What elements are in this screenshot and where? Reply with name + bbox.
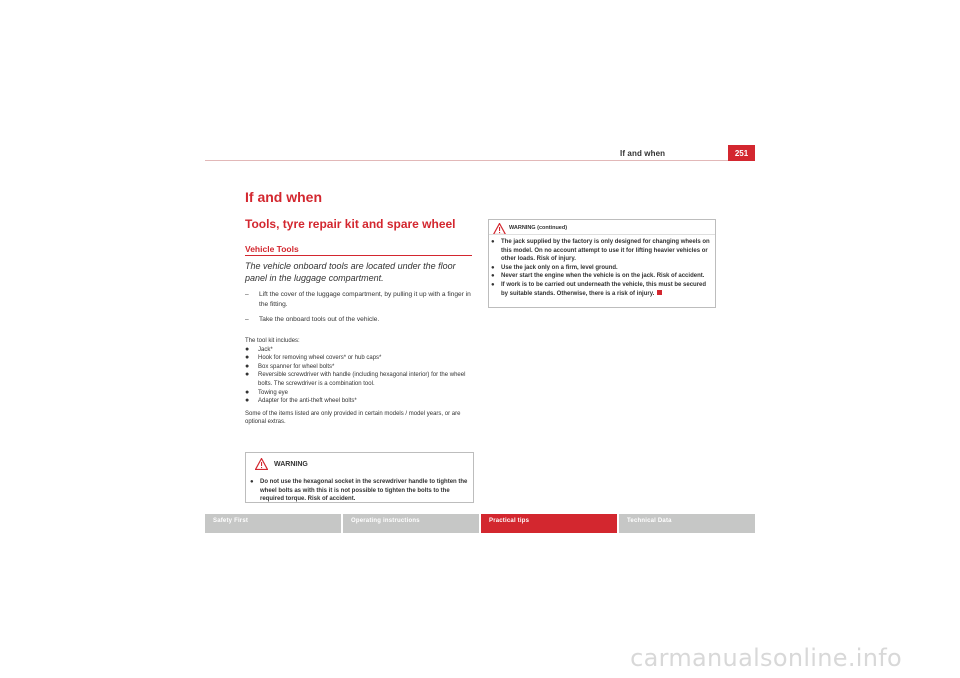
running-header: If and when bbox=[620, 149, 666, 158]
warning-continued-label: WARNING (continued) bbox=[509, 225, 568, 231]
section-heading: Vehicle Tools bbox=[245, 244, 299, 254]
list-item: ● The jack supplied by the factory is only designed for changing wheels on this model. On no account attempt to use it for lifting heavier vehicles or other loads. Risk of injury. bbox=[491, 239, 710, 263]
watermark: carmanualsonline.info bbox=[630, 644, 902, 672]
intro-text: The vehicle onboard tools are located under the floor panel in the luggage compartment. bbox=[245, 261, 456, 283]
list-item: ● Hook for removing wheel covers* or hub caps* bbox=[245, 354, 382, 362]
tab-safety-first[interactable]: Safety First bbox=[205, 514, 341, 533]
end-marker-icon bbox=[657, 290, 662, 295]
chapter-subtitle: Tools, tyre repair kit and spare wheel bbox=[245, 217, 456, 231]
list-item: ● Use the jack only on a firm, level ground. bbox=[491, 264, 618, 271]
warning-header bbox=[246, 453, 473, 476]
list-item: ● Jack* bbox=[245, 345, 273, 353]
list-item: ● Towing eye bbox=[245, 388, 289, 396]
list-item: ● If work is to be carried out underneath the vehicle, this must be secured by suitable stands. Otherwise, there is a risk of injury. bbox=[491, 281, 707, 297]
warning-text bbox=[250, 478, 470, 504]
section-rule bbox=[245, 255, 472, 256]
steps-list bbox=[245, 290, 477, 331]
list-item: ● Box spanner for wheel bolts* bbox=[245, 362, 335, 370]
list-item: ● Never start the engine when the vehicle is on the jack. Risk of accident. bbox=[491, 273, 705, 280]
optional-note: Some of the items listed are only provided in certain models / model years, or are optional extras. bbox=[245, 410, 461, 426]
page-number: 251 bbox=[728, 145, 755, 161]
list-item: ● Reversible screwdriver with handle (including hexagonal interior) for the wheel bolts. The screwdriver is a combination tool. bbox=[245, 371, 466, 387]
warning-divider bbox=[489, 234, 715, 235]
warning-box bbox=[245, 452, 474, 503]
warning-continued-text bbox=[491, 238, 713, 298]
list-item: ● Adapter for the anti-theft wheel bolts* bbox=[245, 397, 357, 405]
page-title: If and when bbox=[245, 189, 322, 205]
warning-triangle-icon bbox=[255, 458, 268, 470]
footer-nav bbox=[205, 514, 755, 533]
step-item: – Lift the cover of the luggage compartment, by pulling it up with a finger in the fitting. bbox=[245, 291, 471, 308]
tab-practical-tips[interactable]: Practical tips bbox=[481, 514, 617, 533]
step-item: – Take the onboard tools out of the vehicle. bbox=[245, 316, 380, 324]
toolkit-intro: The tool kit includes: bbox=[245, 338, 300, 344]
warning-label: WARNING bbox=[274, 461, 308, 468]
tab-operating-instructions[interactable]: Operating instructions bbox=[343, 514, 479, 533]
list-item: ● Do not use the hexagonal socket in the screwdriver handle to tighten the wheel bolts as with this it is not possible to tighten the bolts to the required torque. Risk of accident. bbox=[250, 479, 468, 503]
warning-continued-box bbox=[488, 219, 716, 308]
tab-technical-data[interactable]: Technical Data bbox=[619, 514, 755, 533]
toolkit-section bbox=[245, 337, 477, 427]
header-rule bbox=[205, 160, 755, 161]
